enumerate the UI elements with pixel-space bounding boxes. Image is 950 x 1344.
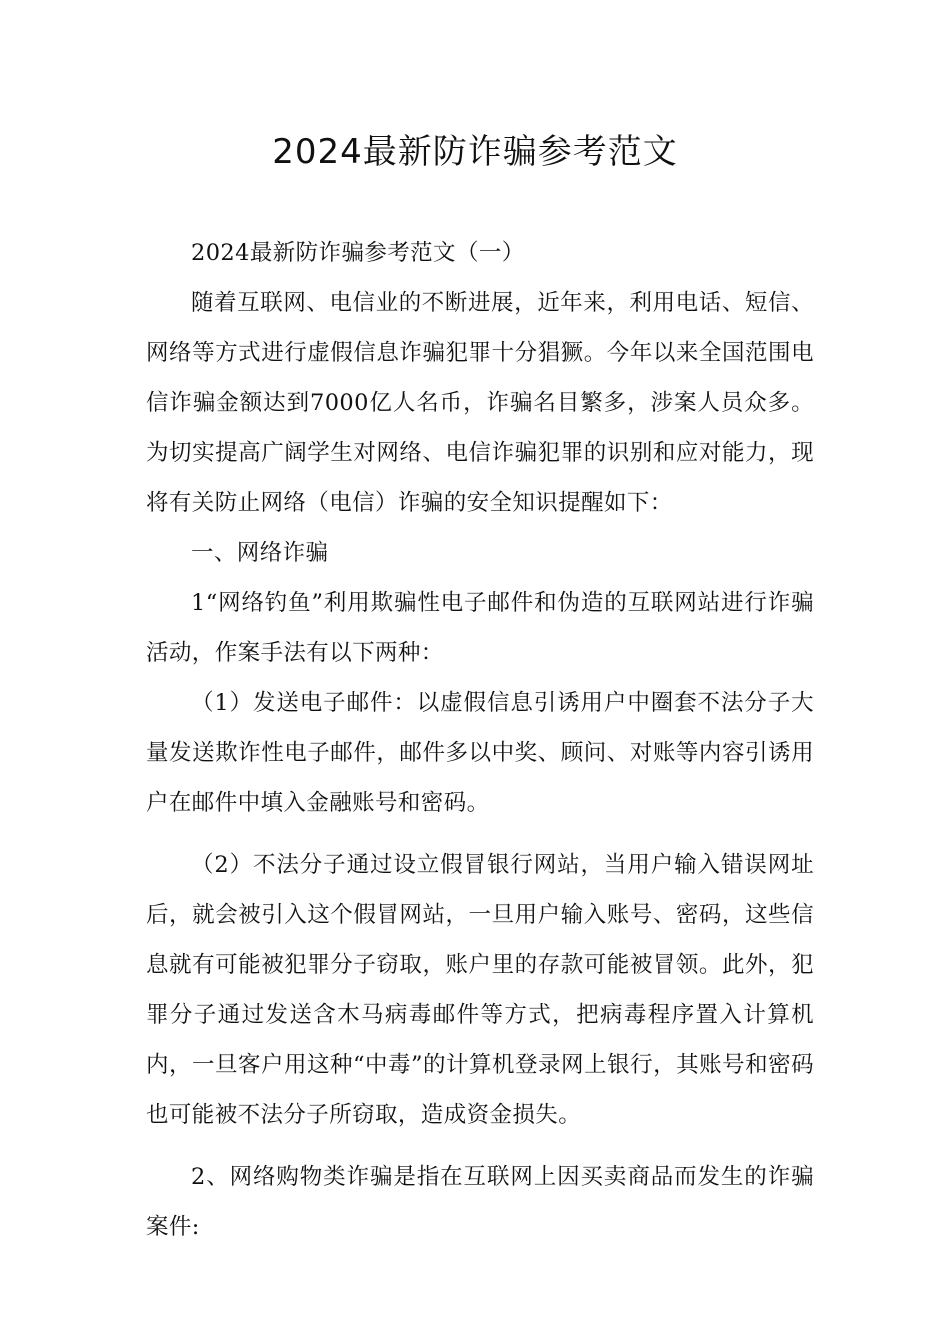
section-heading-network-fraud: 一、网络诈骗 <box>191 540 329 566</box>
paragraph-subtitle: 2024最新防诈骗参考范文（一） <box>191 240 525 266</box>
paragraph-phishing: 1“网络钓鱼”利用欺骗性电子邮件和伪造的互联网站进行诈骗活动，作案手法有以下两种： <box>146 590 814 666</box>
paragraph-shopping-fraud: 2、网络购物类诈骗是指在互联网上因买卖商品而发生的诈骗案件: <box>146 1164 814 1240</box>
document-body <box>146 228 814 1252</box>
paragraph-fake-bank-site: （2）不法分子通过设立假冒银行网站，当用户输入错误网址后，就会被引入这个假冒网站，一旦用户输入账号、密码，这些信息就有可能被犯罪分子窃取，账户里的存款可能被冒领。此外，犯罪分子通过发送含木马病毒邮件等方式，把病毒程序置入计算机内，一旦客户用这种“中毒”的计算机登录网上银行，其账号和密码也可能被不法分子所窃取，造成资金损失。 <box>146 852 814 1128</box>
document-title: 2024最新防诈骗参考范文 <box>272 132 678 172</box>
paragraph-email-method: （1）发送电子邮件：以虚假信息引诱用户中圈套不法分子大量发送欺诈性电子邮件，邮件多以中奖、顾问、对账等内容引诱用户在邮件中填入金融账号和密码。 <box>146 690 814 816</box>
paragraph-intro: 随着互联网、电信业的不断进展，近年来，利用电话、短信、网络等方式进行虚假信息诈骗犯罪十分猖獗。今年以来全国范围电信诈骗金额达到7000亿人名币，诈骗名目繁多，涉案人员众多。为切实提高广阔学生对网络、电信诈骗犯罪的识别和应对能力，现将有关防止网络（电信）诈骗的安全知识提醒如下： <box>146 290 814 516</box>
